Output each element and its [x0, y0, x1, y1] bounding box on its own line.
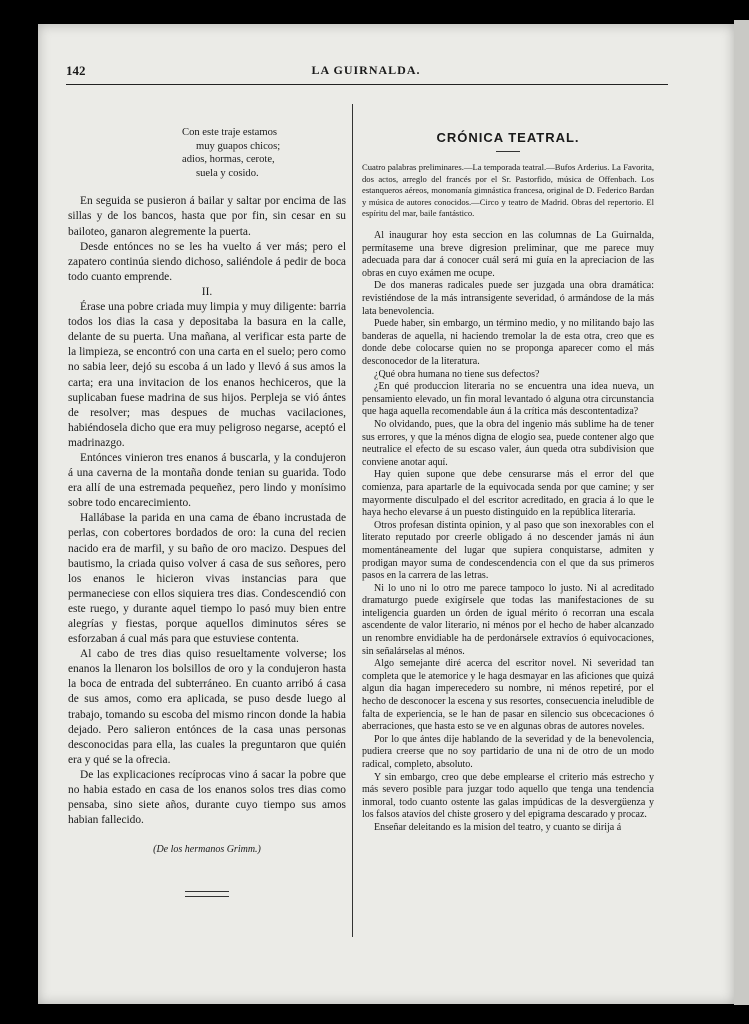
paragraph: Al cabo de tres dias quiso resueltamente volverse; los enanos la llenaron los bolsillos de oro y la condujeron hasta la boca de entrada del subterráneo. En cuanto arribó á casa de sus amos, como era aplicada, se puso desde luego al trabajo, tomando su escoba del mismo rincon donde la habia dejado. Pero salieron entónces de la casa unas personas desconocidas para ella, las cuales la preguntaron que quién era y qué se la ofrecia.	[68, 648, 346, 766]
paragraph: En seguida se pusieron á bailar y saltar por encima de las sillas y de los bancos, hasta que por fin, sin cesar en su bailoteo, ganaron alegremente la puerta.	[68, 195, 346, 238]
paragraph: Por lo que ántes dije hablando de la severidad y de la benevolencia, pudiera creerse que no soy partidario de una ni de otro de un modo radical, completo, absoluto.	[362, 733, 654, 770]
page-header	[66, 63, 666, 85]
paragraph: Puede haber, sin embargo, un término medio, y no militando bajo las banderas de aquella, ni haciendo tremolar la de esta otra, creo que es donde debe colocarse quien no se proponga aparecer como el más desconocedor de la literatura.	[362, 318, 654, 367]
paragraph: ¿Qué obra humana no tiene sus defectos?	[374, 368, 540, 380]
publication-title: LA GUIRNALDA.	[311, 63, 421, 77]
paragraph: Algo semejante diré acerca del escritor novel. Ni severidad tan completa que le atemorice y le haga desmayar en las aficiones que quizá algun dia hagan imperecedero su nombre, ni ménos repetiré, por el hecho de desconocer la escena y sus resortes, consecuencia ineludible de falta de experiencia, se le han de pasar en silencio sus obcecaciones ó aberraciones, que hasta esto se ve en algunas obras de autores noveles.	[362, 658, 654, 733]
poem-verse	[112, 126, 346, 180]
title-rule	[496, 151, 520, 152]
paragraph: De dos maneras radicales puede ser juzgada una obra dramática: revistiéndose de la más intransigente severidad, ó armándose de la más lata benevolencia.	[362, 280, 654, 317]
right-column	[362, 98, 654, 835]
paragraph: Otros profesan distinta opinion, y al paso que son inexorables con el literato reputado por creerle obligado á no descender jamás ni áun momentáneamente del lugar que supiera conquistarse, admiten y prodigan mayor suma de condescendencia con el que da sus primeros pasos en la carrera de las letras.	[362, 519, 654, 582]
section-number: II.	[201, 285, 213, 298]
page-number: 142	[66, 63, 86, 78]
paragraph: Entónces vinieron tres enanos á buscarla, y la condujeron á una caverna de la montaña donde tenian su guarida. Todo era allí de una estremada pequeñez, pero lindo y monísimo sobre todo encarecimiento.	[68, 451, 346, 510]
summary: Cuatro palabras preliminares.—La temporada teatral.—Bufos Arderius. La Favorita, dos actos, arreglo del francés por el Sr. Pastorfido, música de Offenbach. Los estanqueros aéreos, monomanía gimnástica francesa, original de D. Federico Bardan y música de autores conocidos.—Circo y teatro de Madrid. Obras del repertorio. El espíritu del mar, baile fantástico.	[362, 162, 654, 219]
paragraph: Érase una pobre criada muy limpia y muy diligente: barria todos los dias la casa y depositaba la basura en la calle, delante de su puerta. Una mañana, al verificar esta parte de la limpieza, se encontró con una carta en el suelo; pero como no sabia leer, dejó su escoba á un lado y llevó á sus amos la carta; era una invitacion de los enanos hechiceros, que la suplicaban fuese madrina de sus hijos. Perpleja se vió ántes de resolver; mas despues de muchas vacilaciones, habiéndosela dicho que era muy peligroso negarse, aceptó el madrinazgo.	[68, 301, 347, 449]
paragraph: Ni lo uno ni lo otro me parece tampoco lo justo. Ni al acreditado dramaturgo puede exigírsele que todas las manifestaciones de su inteligencia guarden un órden de igual mérito ó recorran una escala ascendente de valor literario, ni ménos por el hecho de haber alcanzado un renombre envidiable ha de perdonársele extravíos ó equivocaciones, sin señalárselas al ménos.	[362, 582, 654, 657]
verse-line: adios, hormas, cerote,	[182, 154, 275, 166]
paragraph: De las explicaciones recíprocas vino á sacar la pobre que no habia estado en casa de los enanos solos tres dias como pensaba, sino siete años, durante cuyo tiempo sus amos habian fallecido.	[68, 768, 346, 827]
paragraph: Enseñar deleitando es la mision del teatro, y cuanto se dirija á	[374, 821, 622, 833]
left-column	[68, 98, 346, 897]
paragraph: No olvidando, pues, que la obra del ingenio más sublime ha de tener sus errores, y que la ménos digna de elogio sea, puede contener algo que neutralice el efecto de su escaso valer, áun queda otra subdivision que conviene anotar aquí.	[362, 418, 654, 468]
verse-line: Con este traje estamos	[182, 127, 278, 138]
end-double-rule	[185, 891, 229, 897]
paragraph: Desde entónces no se les ha vuelto á ver más; pero el zapatero continúa siendo dichoso, saliéndole á pedir de boca todo cuanto emprende.	[68, 240, 346, 283]
adjacent-page-edge	[734, 20, 749, 1005]
paragraph: Hallábase la parida en una cama de ébano incrustada de perlas, con cobertores bordados de oro: la cuna del recien nacido era de marfil, y su baño de oro macizo. Despues del bautismo, la criada quiso volver á casa de sus señores, pero los enanos le hicieron vivas instancias para que permaneciese con ellos siquiera tres dias. Condescendió con este ruego, y durante aquel tiempo lo pasó muy bien entre alegrías y fiestas, porque aquellos diminutos séres se esforzaban á cual más para que estuviese contenta.	[68, 512, 346, 646]
paragraph: ¿En qué produccion literaria no se encuentra una idea nueva, un pensamiento elevado, un fin moral levantado ó alguna otra circunstancia que haga aquella recomendable áun á la crítica más descontentadiza?	[362, 381, 654, 418]
paragraph: Hay quien supone que debe censurarse más el error del que comienza, para apartarle de la equivocada senda por que camine; y ser mayormente disculpado el del escritor acreditado, en gracia á lo que le haya hecho elevarse á un puesto distinguido en la república literaria.	[362, 469, 654, 519]
section-title: CRÓNICA TEATRAL.	[436, 130, 580, 145]
paragraph: Y sin embargo, creo que debe emplearse el criterio más estrecho y más severo posible para juzgar todo aquello que tenga una tendencia inmoral, todo cuanto ostente las galas impúdicas de la desvergüenza y los falsos atavíos del chiste grosero y del epigrama descarado y procaz.	[362, 771, 654, 821]
verse-line: suela y cosido.	[196, 167, 259, 179]
attribution: (De los hermanos Grimm.)	[153, 844, 261, 856]
column-divider	[352, 104, 353, 937]
paragraph: Al inaugurar hoy esta seccion en las columnas de La Guirnalda, permítaseme una breve digresion preliminar, que me parece muy adecuada para dar á conocer cuál será mi guía en la apreciacion de las obras en cuyo exámen me ocupe.	[362, 230, 654, 279]
verse-line: muy guapos chicos;	[196, 140, 281, 152]
header-rule	[66, 84, 668, 85]
